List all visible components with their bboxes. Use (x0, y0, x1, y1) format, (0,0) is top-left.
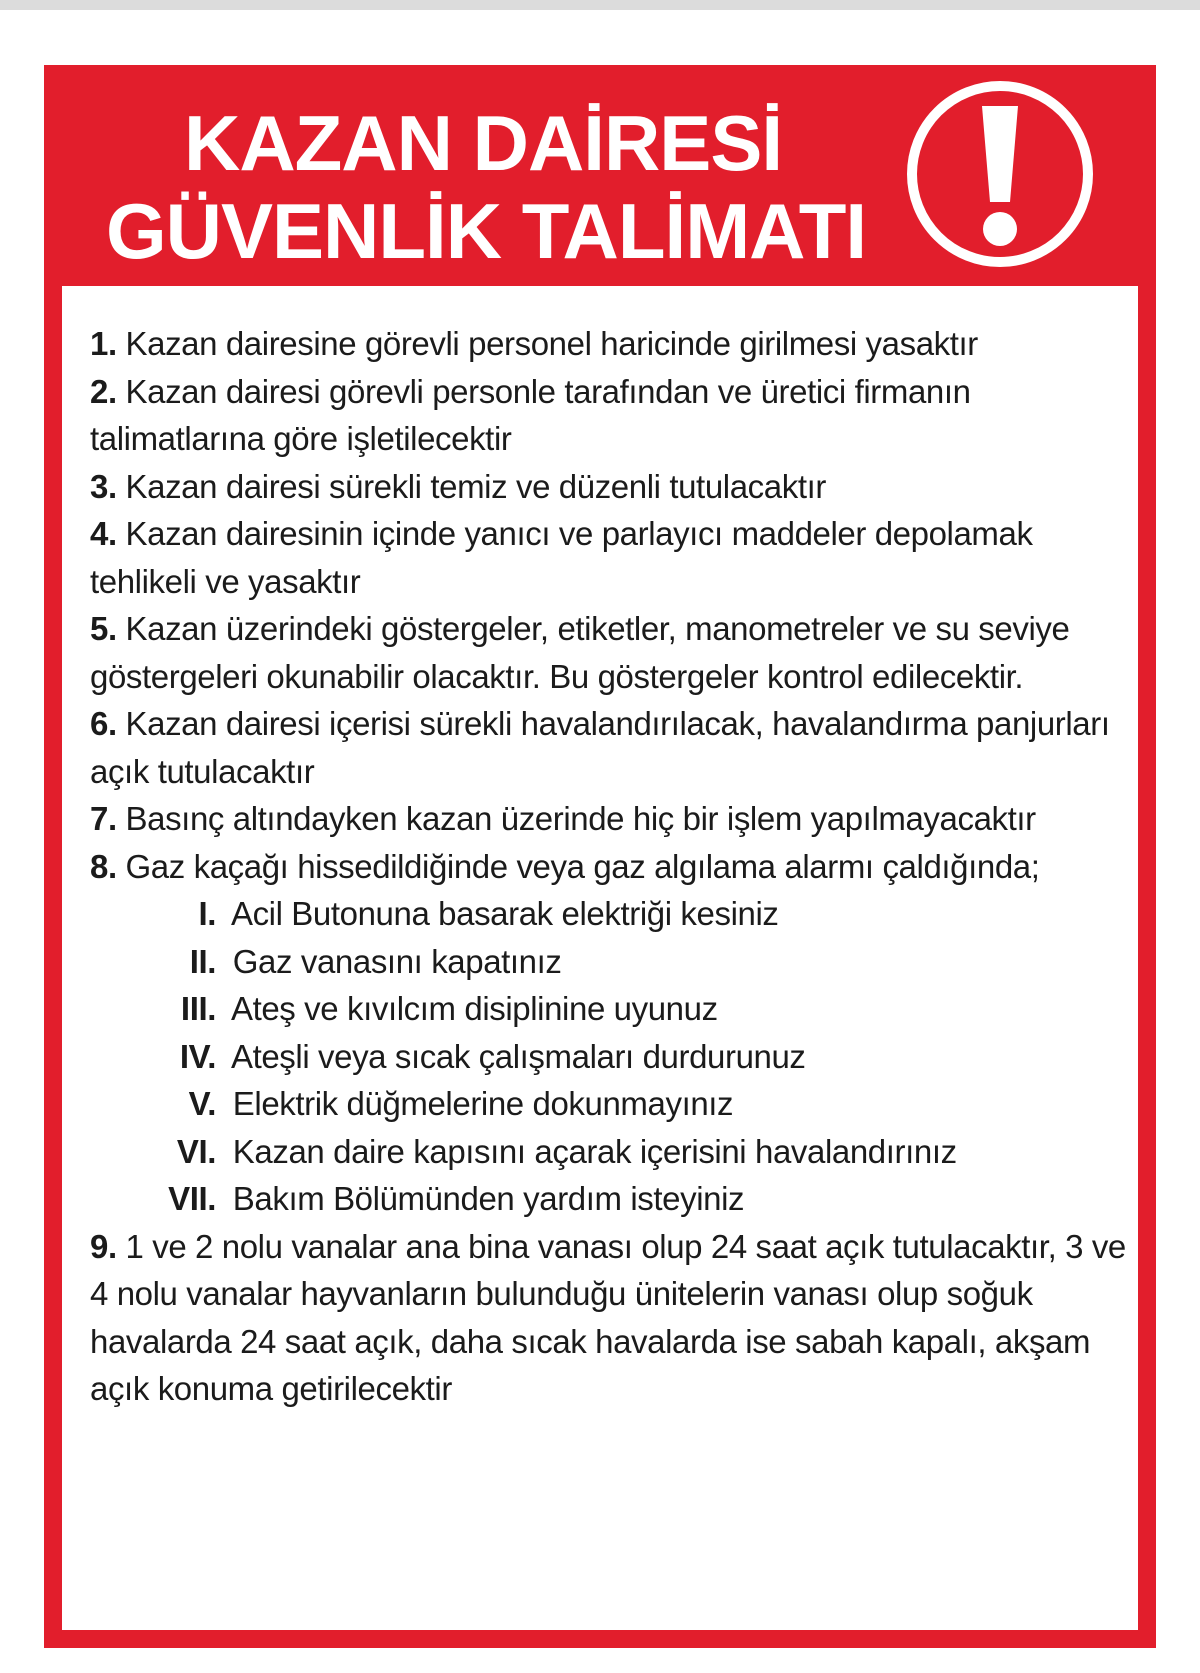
instruction-item-text: Kazan üzerindeki göstergeler, etiketler, manometreler ve su seviye göstergeleri okunabilir olacaktır. Bu göstergeler kontrol edilecektir. (90, 610, 1070, 695)
instruction-subitem-text: Ateşli veya sıcak çalışmaları durdurunuz (230, 1037, 806, 1075)
sign-title-line-1: KAZAN DAİRESİ (184, 99, 783, 187)
instruction-item (90, 368, 1130, 463)
instruction-subitem-number: IV. (179, 1037, 216, 1075)
instructions-list (90, 320, 1130, 1413)
instruction-subitem (90, 1175, 1130, 1223)
sign-title (106, 99, 926, 275)
instruction-item (90, 605, 1130, 700)
instruction-subitem-number: I. (198, 895, 216, 932)
instruction-item-number: 6. (90, 705, 117, 742)
sign-title-line-2: GÜVENLİK TALİMATI (106, 187, 867, 275)
instruction-subitem-text: Elektrik düğmelerine dokunmayınız (232, 1085, 734, 1122)
instruction-item-number: 5. (90, 610, 117, 647)
instruction-item-number: 1. (90, 325, 117, 362)
instruction-subitem (90, 1033, 1130, 1081)
instruction-subitem-number: V. (188, 1085, 216, 1122)
instruction-subitem (90, 1080, 1130, 1128)
instruction-item-text: Kazan dairesi görevli personle tarafından ve üretici firmanın talimatlarına göre işletilecektir (90, 372, 971, 457)
instruction-subitem-text: Gaz vanasını kapatınız (232, 942, 562, 980)
instruction-item-text: 1 ve 2 nolu vanalar ana bina vanası olup 24 saat açık tutulacaktır, 3 ve 4 nolu vanalar hayvanların bulunduğu ünitelerin vanası olup soğuk havalarda 24 saat açık, daha sıcak havalarda ise sabah kapalı, akşam açık konuma getirilecektir (90, 1227, 1126, 1407)
instruction-item-text: Kazan dairesi içerisi sürekli havalandırılacak, havalandırma panjurları açık tutulacaktır (90, 705, 1110, 790)
instruction-subitem-text: Acil Butonuna basarak elektriği kesiniz (230, 895, 779, 932)
instruction-item (90, 843, 1130, 891)
instruction-item-number: 3. (90, 467, 117, 505)
instruction-item (90, 510, 1130, 605)
instruction-item-text: Kazan dairesi sürekli temiz ve düzenli tutulacaktır (125, 467, 826, 505)
instruction-subitem (90, 938, 1130, 986)
instruction-subitem-number: II. (189, 942, 216, 980)
instruction-item-number: 8. (90, 847, 117, 885)
instruction-item-text: Basınç altındayken kazan üzerinde hiç bir işlem yapılmayacaktır (125, 800, 1036, 837)
instruction-item (90, 463, 1130, 511)
instruction-subitem (90, 985, 1130, 1033)
instruction-subitem-number: VII. (168, 1180, 216, 1217)
instruction-item-number: 4. (90, 515, 117, 552)
instruction-subitem (90, 890, 1130, 938)
instruction-subitem-number: III. (180, 990, 216, 1027)
instruction-subitem (90, 1128, 1130, 1176)
instruction-subitem-text: Bakım Bölümünden yardım isteyiniz (232, 1180, 745, 1217)
instructions-panel (62, 286, 1138, 1630)
instruction-item (90, 700, 1130, 795)
instruction-subitem-number: VI. (176, 1132, 216, 1170)
exclamation-circle-icon (904, 78, 1096, 270)
instruction-item-text: Gaz kaçağı hissedildiğinde veya gaz algılama alarmı çaldığında; (125, 847, 1040, 885)
instruction-subitem-text: Ateş ve kıvılcım disiplinine uyunuz (230, 990, 718, 1027)
instruction-item-number: 9. (90, 1227, 117, 1265)
sign-header (44, 65, 1156, 281)
instruction-item (90, 795, 1130, 843)
instruction-item (90, 320, 1130, 368)
instruction-item-text: Kazan dairesine görevli personel haricinde girilmesi yasaktır (125, 325, 978, 362)
instruction-item (90, 1223, 1130, 1413)
instruction-subitem-text: Kazan daire kapısını açarak içerisini havalandırınız (232, 1132, 957, 1170)
instruction-item-number: 7. (90, 800, 117, 837)
instruction-item-number: 2. (90, 372, 117, 410)
instruction-item-text: Kazan dairesinin içinde yanıcı ve parlayıcı maddeler depolamak tehlikeli ve yasaktır (90, 515, 1033, 600)
